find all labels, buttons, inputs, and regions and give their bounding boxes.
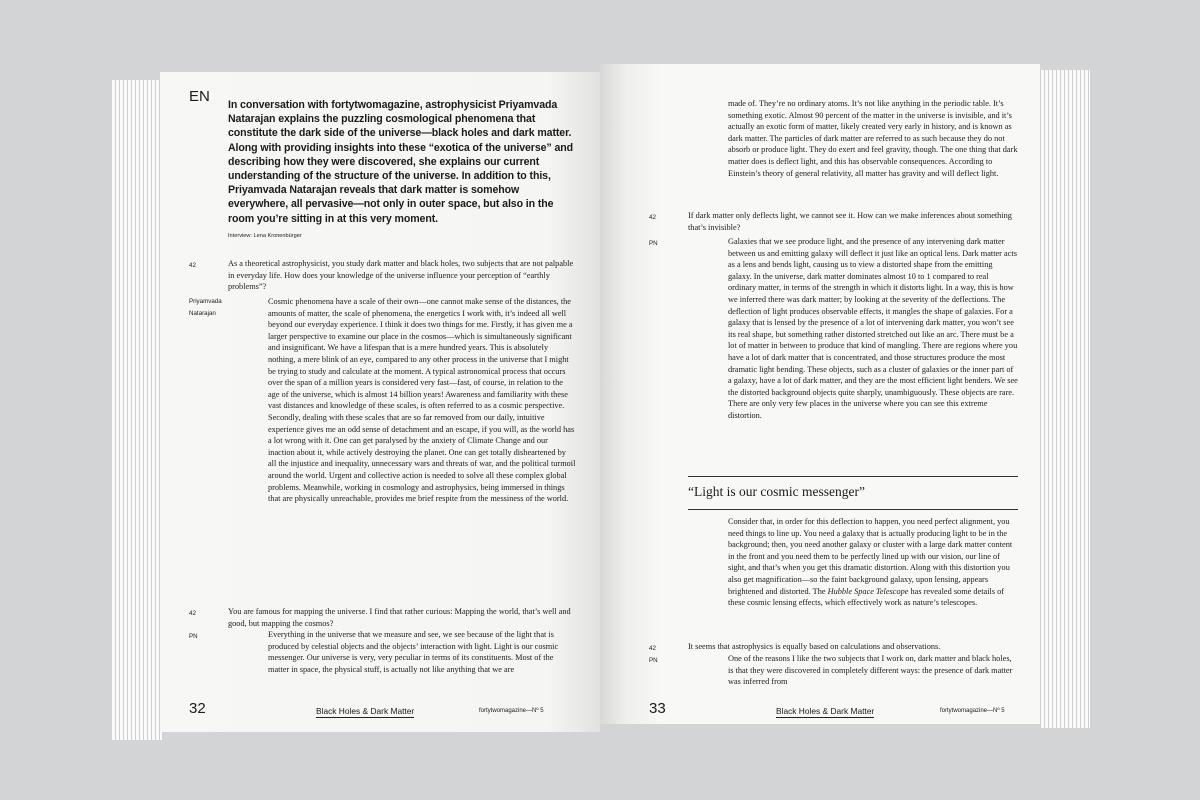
page-number: 32 — [189, 700, 206, 717]
answer-3-continued — [728, 516, 1018, 609]
speaker-first-name: Priyamvada — [189, 298, 222, 305]
speaker-last-name: Natarajan — [189, 310, 216, 317]
language-label: EN — [189, 88, 210, 105]
running-title: Black Holes & Dark Matter — [316, 706, 415, 716]
pullquote-bottom-rule — [688, 509, 1018, 510]
right-page-edges — [1040, 70, 1090, 728]
pullquote-top-rule — [688, 476, 1018, 477]
answer-marker: PN — [649, 240, 658, 247]
answer-3b-text: Consider that, in order for this deflection to happen, you need perfect alignment, you need things to line up. You need a galaxy that is actually producing light to be in the background; then, you need another galaxy or cluster with a large dark matter content in the front and you need them to be perfectly lined up with our vision, our line of sight, and that’s when you get this dramatic distortion. Along with this distortion you also get magnification—so the faint background galaxy, upon lensing, appears brightened and distorted. The — [728, 517, 1013, 596]
left-page-edges — [112, 80, 162, 740]
issue-label: fortytwomagazine—Nº 5 — [479, 708, 544, 714]
answer-marker: PN — [649, 657, 658, 664]
running-title: Black Holes & Dark Matter — [776, 706, 875, 716]
page-number: 33 — [649, 700, 666, 717]
issue-label: fortytwomagazine—Nº 5 — [940, 708, 1005, 714]
intro-paragraph: In conversation with fortytwomagazine, astrophysicist Priyamvada Natarajan explains the puzzling cosmological phenomena that constitute the dark side of the universe—black holes and dark matter. Along with providing insights into these “exotica of the universe” and describing how they were discovered, she explains our current understanding of the structure of the universe. In addition to this, Priyamvada Natarajan reveals that dark matter is somehow everywhere, all pervasive—not only in outer space, but also in the room you’re sitting in at this very moment. — [228, 99, 573, 225]
telescope-name: Hubble Space Telescope — [827, 586, 909, 596]
question-marker: 42 — [189, 262, 196, 269]
question-marker: 42 — [189, 610, 196, 617]
question-marker: 42 — [649, 214, 656, 221]
question-1: As a theoretical astrophysicist, you study dark matter and black holes, two subjects that are not palpable in everyday life. How does your knowledge of the universe influence your perception of “earthly problems”? — [228, 259, 574, 292]
answer-2-continued: made of. They’re no ordinary atoms. It’s not like anything in the periodic table. It’s something exotic. Almost 90 percent of the matter in the universe is invisible, and it’s actually an exotic form of matter, likely created very early in history, and is known as dark matter. The particles of dark matter are referred to as such because they do not absorb or produce light. They do exert and feel gravity, though. The one thing that dark matter does is deflect light, and this has observable consequences. According to Einstein’s theory of general relativity, all matter has gravity and will deflect light. — [728, 99, 1018, 178]
question-3: If dark matter only deflects light, we cannot see it. How can we make inferences about something that’s invisible? — [688, 211, 1012, 232]
interview-credit: Interview: Lena Kronenbürger — [228, 233, 302, 239]
answer-marker: PN — [189, 633, 198, 640]
pull-quote: “Light is our cosmic messenger” — [688, 484, 865, 499]
answer-4: One of the reasons I like the two subjects that I work on, dark matter and black holes, is that they were discovered in completely different ways: the presence of dark matter was inferred from — [728, 654, 1013, 687]
question-2: You are famous for mapping the universe. I find that rather curious: Mapping the world, that’s well and good, but mapping the cosmos? — [228, 607, 571, 628]
answer-1: Cosmic phenomena have a scale of their own—one cannot make sense of the distances, the amounts of matter, the scale of phenomena, the energetics I work with, it’s indeed all well beyond our everyday experience. I think it does two things for me. Firstly, it has given me a larger perspective to examine our place in the cosmos—which is simultaneously significant and insignificant. We have a lifespan that is a mere hundred years. This is absolutely nothing, a mere blink of an eye, compared to any other process in the universe that I might be trying to study and calculate at the moment. A typical astronomical process that occurs over the span of a million years is considered very fast—fast, of course, in relation to the age of the universe, which is almost 14 billion years! Awareness and familiarity with these vast distances and knowledge of these scales, is often referred to as a cosmic perspective. Secondly, dealing with these scales that are so far removed from our daily, intuitive experience gives me an odd sense of detachment and an escape, if you will, as the world has a lot wrong with it. One can get paralysed by the anxiety of Climate Change and our inaction about it, while actively destroying the planet. One can get totally disheartened by all the injustice and inequality, unnecessary wars and threats of war, and the political turmoil around the world. Urgent and collective action is needed to solve all these complex global problems. Meanwhile, working in cosmology and astrophysics, being immersed in things that are physically unreachable, provides me brief respite from the messiness of the world. — [268, 297, 576, 504]
question-marker: 42 — [649, 645, 656, 652]
answer-3b-text-end: has revealed some details of these cosmic lensing effects, which effectively work as nature’s telescopes. — [728, 586, 1005, 608]
question-4: It seems that astrophysics is equally based on calculations and observations. — [688, 642, 941, 651]
answer-2: Everything in the universe that we measure and see, we see because of the light that is produced by celestial objects and the objects’ interaction with light. Light is our cosmic messenger. Our universe is very, very peculiar in terms of its constituents. Most of the matter in space, the physical stuff, is actually not like anything that we are — [268, 630, 559, 674]
answer-3: Galaxies that we see produce light, and the presence of any intervening dark matter between us and emitting galaxy will deflect it just like an optical lens. Dark matter acts as a lens and bends light, causing us to view a distorted shape from the emitting galaxy. In the universe, dark matter dominates almost 10 to 1 compared to real ordinary matter, in terms of the strength in which it distorts light. In a way, this is how we inferred there was dark matter; by looking at the severity of the deflections. The deflection of light produces observable effects, it mangles the shape of galaxies. For a galaxy that is lensed by the presence of a lot of intervening dark matter, you won’t see its real shape, but something rather distorted stretched out like an arc. There must be a lot of matter in between to produce that kind of mangling. There are regions where you have a lot of dark matter that is concentrated, and those structures produce the most dramatic light bending. These objects, such as a cluster of galaxies or the inner part of a galaxy, have a lot of dark matter, and they are the most efficient light benders. We see the distorted background objects quite sharply, unambiguously. These objects are rare. There are only very few places in the universe where you can see this extreme distortion. — [728, 237, 1018, 420]
